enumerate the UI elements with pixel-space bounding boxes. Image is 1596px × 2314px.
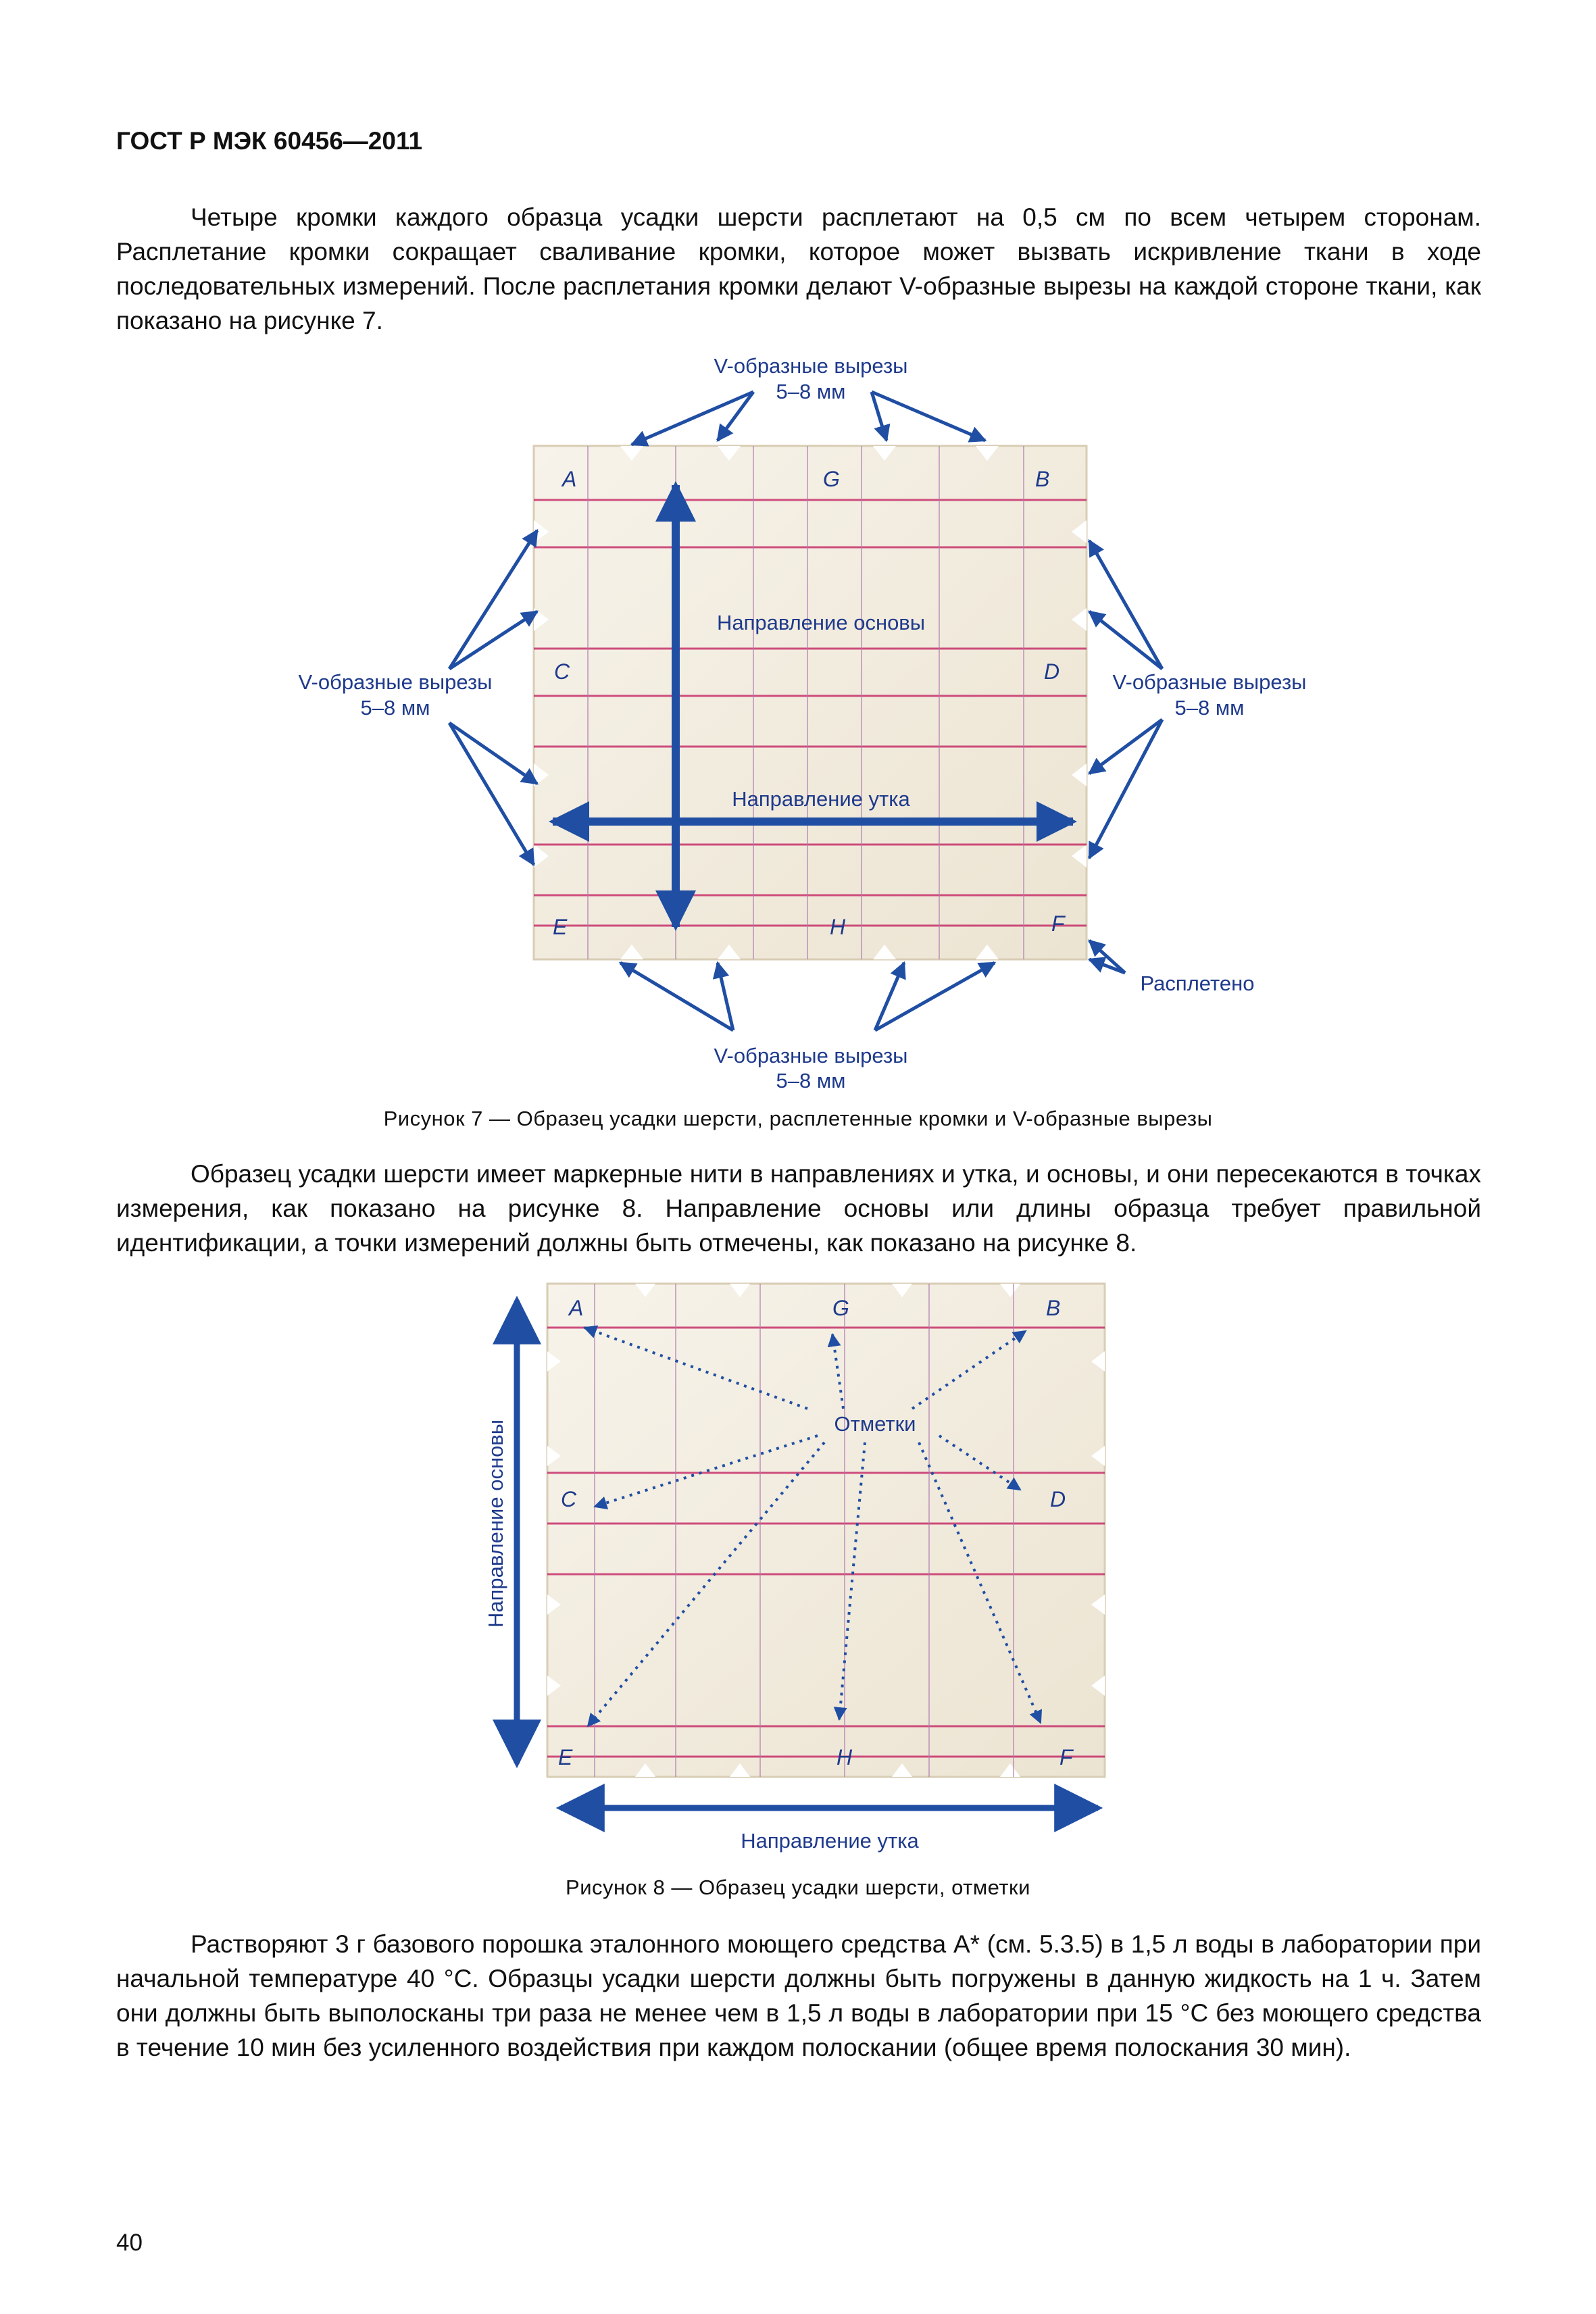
notch-size-bottom: 5–8 мм xyxy=(776,1069,846,1092)
paragraph-text: Образец усадки шерсти имеет маркерные нити в направлениях и утка, и основы, и они пересекаются в точках измерения, как показано на рисунке 8. Направление основы или длины образца требует правильной идентификации, а точки измерений должны быть отмечены, как показано на рисунке 8. xyxy=(116,1160,1481,1257)
point-c: C xyxy=(561,1487,577,1511)
point-a: A xyxy=(569,1296,584,1320)
paragraph-washing xyxy=(116,1927,1481,2065)
figure-8-drawing xyxy=(0,1270,1596,1865)
notch-label-top: V-образные вырезы xyxy=(714,354,908,378)
point-g: G xyxy=(832,1296,849,1320)
paragraph-text: Четыре кромки каждого образца усадки шерсти расплетают на 0,5 см по всем четырем сторонам. Расплетание кромки сокращает сваливание кромки, которое может вызвать искривление ткани в ходе последовательных измерений. После расплетания кромки делают V-образные вырезы на каждой стороне ткани, как показано на рисунке 7. xyxy=(116,203,1481,334)
marks-label: Отметки xyxy=(834,1412,916,1436)
point-a: A xyxy=(562,467,577,491)
point-b: B xyxy=(1046,1296,1061,1320)
weft-direction-label: Направление утка xyxy=(732,787,910,811)
point-d: D xyxy=(1050,1487,1066,1511)
point-g: G xyxy=(823,467,840,491)
page-number: 40 xyxy=(116,2230,143,2256)
notch-label-left: V-образные вырезы xyxy=(298,670,493,694)
figure-7 xyxy=(0,345,1596,1095)
point-e: E xyxy=(558,1745,573,1769)
paragraph-marker-threads xyxy=(116,1157,1481,1260)
document-header: ГОСТ Р МЭК 60456—2011 xyxy=(116,127,423,155)
paragraph-fraying xyxy=(116,200,1481,338)
fabric-sample xyxy=(534,446,1087,959)
figure-7-drawing xyxy=(0,345,1596,1095)
notch-label-bottom: V-образные вырезы xyxy=(714,1044,908,1067)
notch-label-right: V-образные вырезы xyxy=(1112,670,1307,694)
notch-size-left: 5–8 мм xyxy=(360,696,430,720)
weft-direction-label: Направление утка xyxy=(741,1829,919,1853)
figure-7-caption: Рисунок 7 — Образец усадки шерсти, расплетенные кромки и V-образные вырезы xyxy=(383,1107,1213,1130)
fabric-sample xyxy=(547,1284,1105,1777)
figure-8-caption: Рисунок 8 — Образец усадки шерсти, отметки xyxy=(566,1876,1030,1899)
point-c: C xyxy=(554,659,570,684)
point-h: H xyxy=(830,915,846,939)
notch-size-right: 5–8 мм xyxy=(1174,696,1245,720)
point-b: B xyxy=(1035,467,1050,491)
frayed-label: Расплетено xyxy=(1140,972,1255,995)
point-e: E xyxy=(553,915,568,939)
warp-direction-label: Направление основы xyxy=(716,611,926,634)
point-f: F xyxy=(1051,911,1065,936)
point-h: H xyxy=(837,1745,853,1769)
point-f: F xyxy=(1059,1745,1073,1769)
notch-size-top: 5–8 мм xyxy=(776,380,846,403)
paragraph-text: Растворяют 3 г базового порошка эталонного моющего средства А* (см. 5.3.5) в 1,5 л воды в лаборатории при начальной температуре 40 °С. Образцы усадки шерсти должны быть погружены в данную жидкость на 1 ч. Затем они должны быть выполосканы три раза не менее чем в 1,5 л воды в лаборатории при 15 °С без моющего средства в течение 10 мин без усиленного воздействия при каждом полоскании (общее время полоскания 30 мин). xyxy=(116,1930,1481,2061)
figure-8 xyxy=(0,1270,1596,1865)
point-d: D xyxy=(1044,659,1060,684)
warp-direction-label: Направление основы xyxy=(484,1419,507,1628)
